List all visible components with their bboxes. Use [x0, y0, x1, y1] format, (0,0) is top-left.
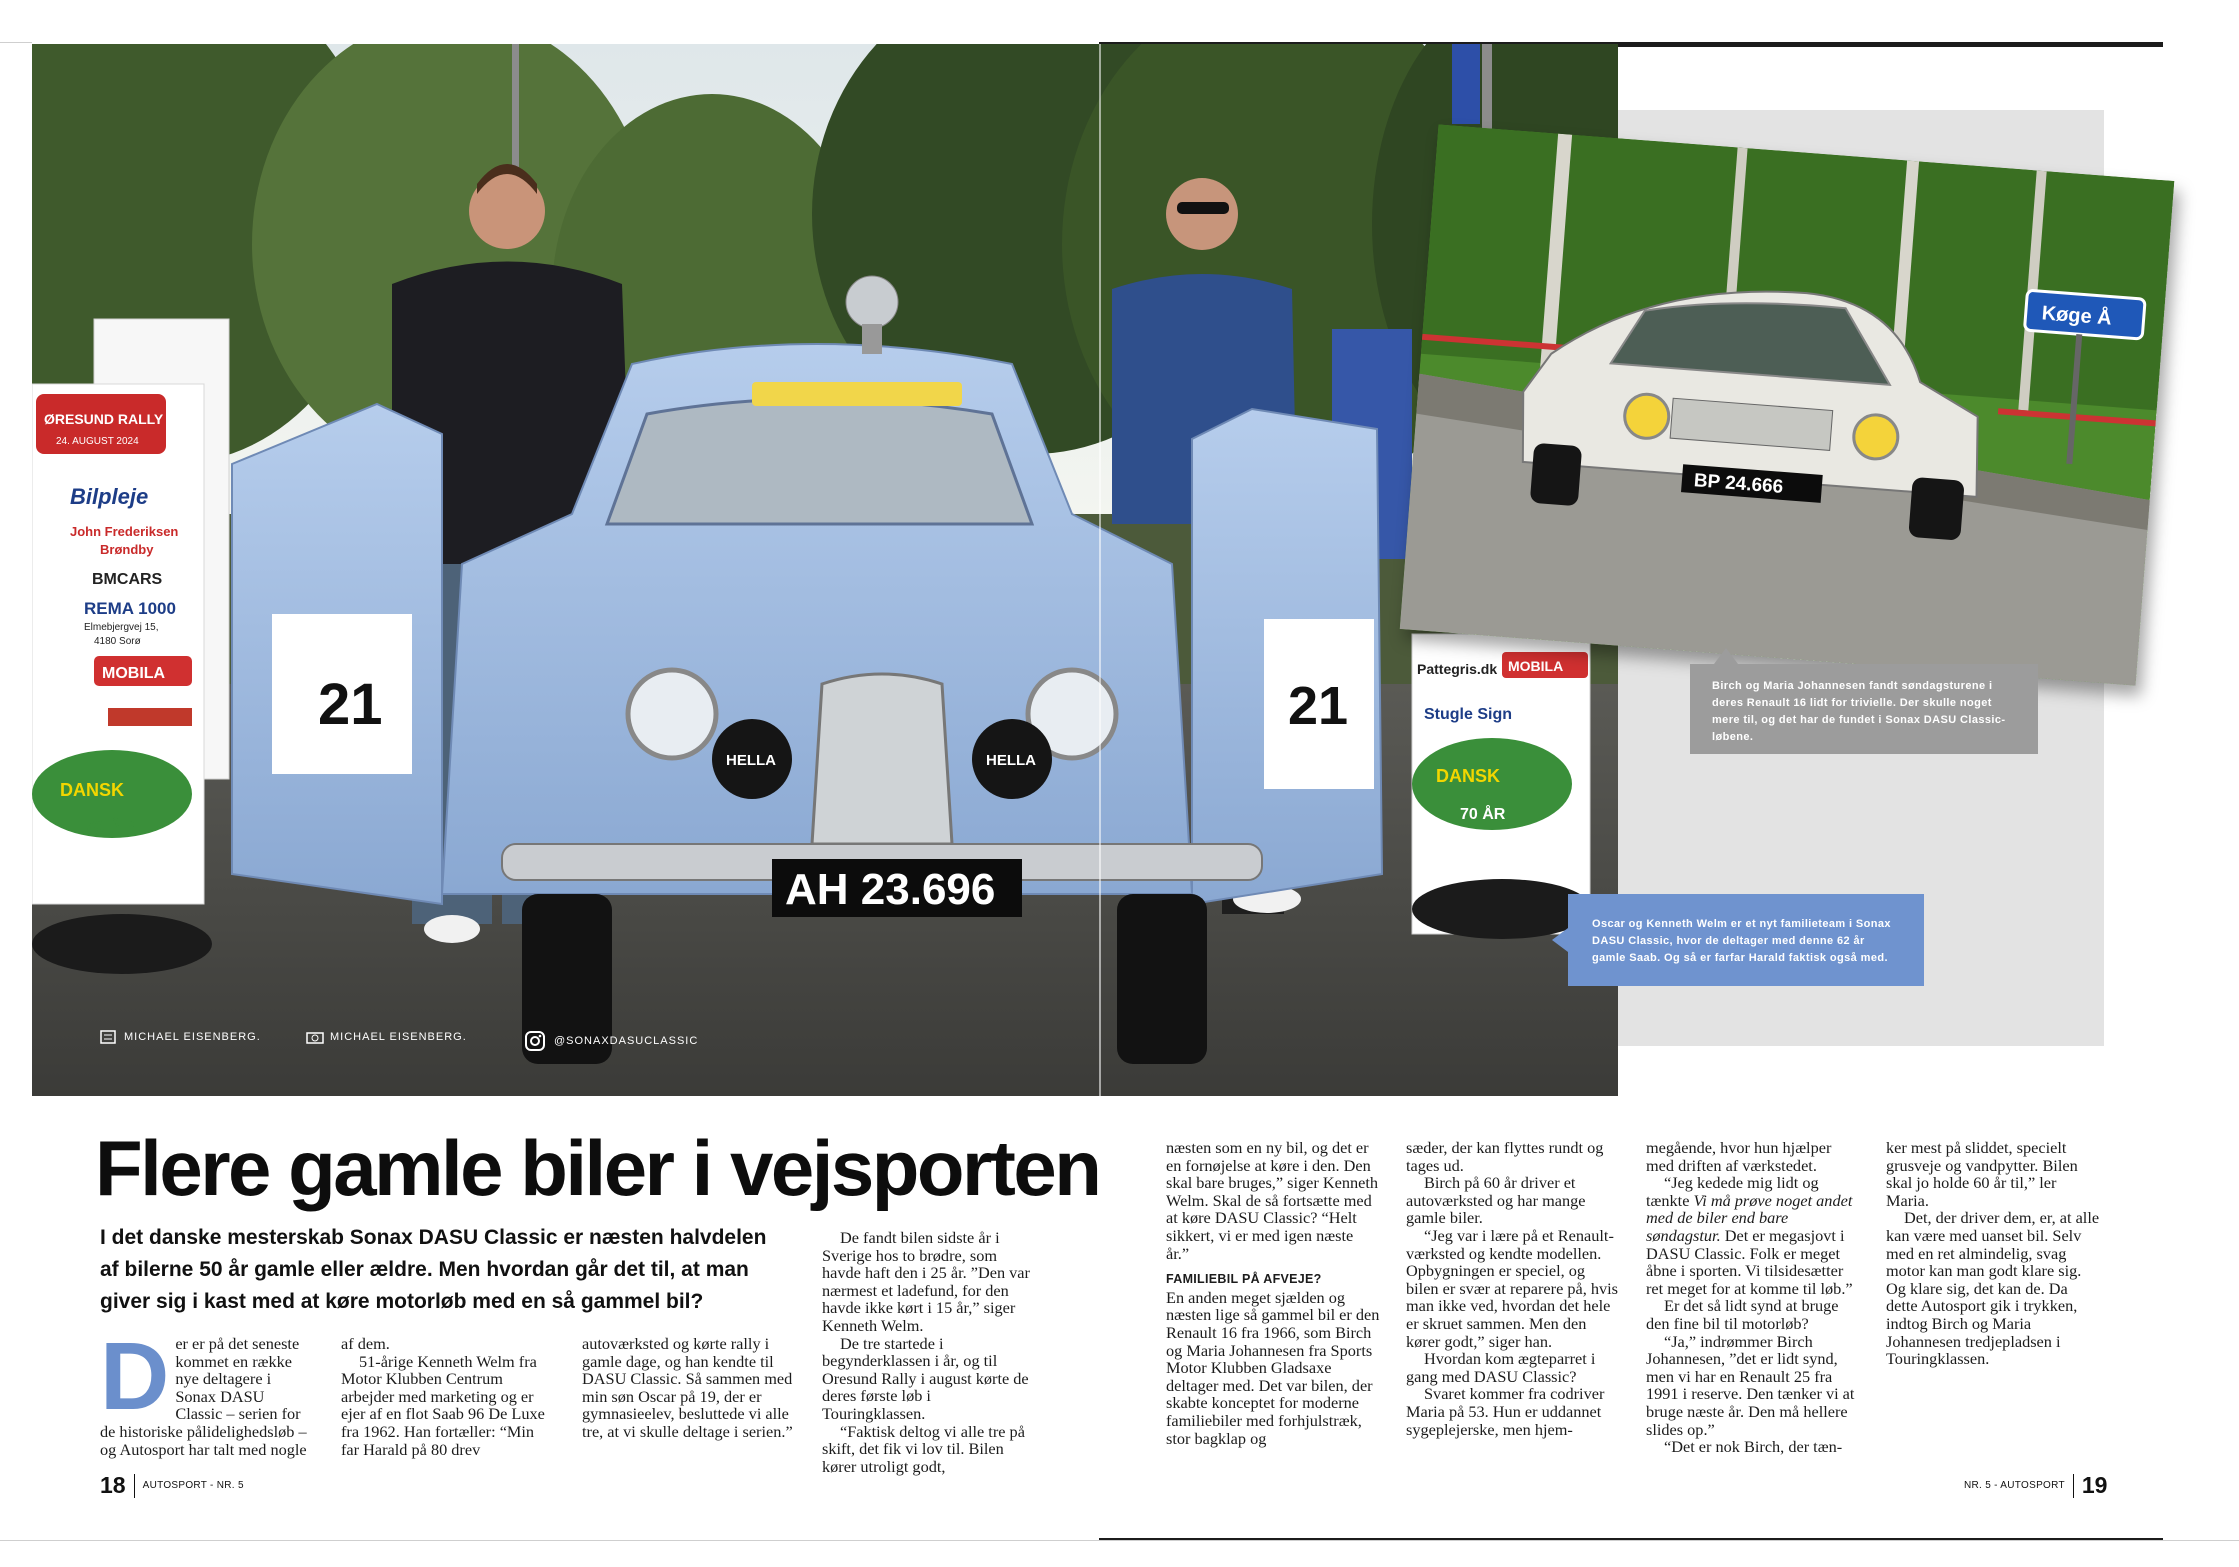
svg-text:MOBILA: MOBILA: [1508, 658, 1564, 674]
col6-paragraph-e: Svaret kommer fra codriver Maria på 53. Hun er uddannet sygeplejerske, men hjem-: [1406, 1384, 1605, 1439]
svg-text:Pattegris.dk: Pattegris.dk: [1417, 661, 1498, 677]
col7-paragraph-b: [1646, 1174, 1860, 1297]
spread-gutter: [1099, 44, 1101, 1096]
col5-subheading: FAMILIEBIL PÅ AFVEJE?: [1166, 1272, 1322, 1287]
folio-divider-right: [2073, 1474, 2074, 1498]
svg-text:BP 24.666: BP 24.666: [1693, 470, 1784, 498]
col7-paragraph-e: “Det er nok Birch, der tæn-: [1664, 1437, 1843, 1457]
svg-text:HELLA: HELLA: [726, 752, 776, 769]
article-lede: I det danske mesterskab Sonax DASU Classic er næsten halvdelen af bilerne 50 år gamle eller ældre. Men hvordan går det til, at man giver sig i kast med at køre motorløb med en så gammel bil?: [100, 1226, 767, 1313]
col4-paragraph-c: “Faktisk deltog vi alle tre på skift, det fik vi lov til. Bilen kører utroligt godt,: [822, 1421, 1025, 1476]
col2-paragraph-b: 51-årige Kenneth Welm fra Motor Klubben Centrum arbejder med marketing og er ejer af en flot Saab 96 De Luxe fra 1962. Han fortæller: “Min far Harald på 80 drev: [341, 1351, 545, 1459]
page-number-left: 18: [100, 1472, 126, 1498]
col7-paragraph-c: Er det så lidt synd at bruge den fine bil til motorløb?: [1646, 1296, 1839, 1333]
main-photo: [32, 44, 1618, 1096]
svg-text:Elmebjergvej 15,: Elmebjergvej 15,: [84, 622, 159, 633]
col4-paragraph-b: De tre startede i begynderklassen i år, og til Oresund Rally i august kørte de deres første løb i Touringklassen.: [822, 1333, 1029, 1423]
svg-text:Bilpleje: Bilpleje: [70, 484, 149, 509]
svg-text:21: 21: [1288, 676, 1349, 736]
page-number-right: 19: [2081, 1472, 2108, 1498]
col6-paragraph-b: Birch på 60 år driver et autoværksted og har mange gamle biler.: [1406, 1173, 1586, 1228]
svg-text:REMA 1000: REMA 1000: [84, 599, 176, 618]
col8-paragraph-a: ker mest på sliddet, specielt grusveje og vandpytter. Bilen skal jo holde 60 år til,” ler Maria.: [1886, 1138, 2078, 1210]
magazine-issue-left: AUTOSPORT - NR. 5: [142, 1480, 244, 1491]
folio-divider-left: [134, 1474, 135, 1498]
photo-credit-2-text: MICHAEL EISENBERG.: [330, 1031, 467, 1043]
svg-text:DANSK: DANSK: [1436, 766, 1501, 786]
svg-text:24. AUGUST 2024: 24. AUGUST 2024: [56, 436, 139, 447]
bottom-page-edge: [0, 1540, 2239, 1541]
main-plate-text: AH 23.696: [785, 865, 996, 914]
svg-text:Stugle Sign: Stugle Sign: [1424, 706, 1512, 723]
svg-text:Brøndby: Brøndby: [100, 542, 154, 557]
body-column-1: [100, 1323, 312, 1459]
col6-paragraph-d: Hvordan kom ægteparret i gang med DASU Classic?: [1406, 1349, 1596, 1386]
svg-text:DANSK: DANSK: [60, 780, 125, 800]
svg-text:4180 Sorø: 4180 Sorø: [94, 636, 141, 647]
svg-text:Køge Å: Køge Å: [2040, 302, 2113, 330]
svg-text:BMCARS: BMCARS: [92, 571, 163, 588]
main-photo-caption: Oscar og Kenneth Welm er et nyt familieteam i Sonax DASU Classic, hvor de deltager med denne 62 år gamle Saab. Og så er farfar Harald faktisk også med.: [1568, 894, 1924, 986]
col6-paragraph-c: “Jeg var i lære på et Renault-værksted og kendte modellen. Opbygningen er speciel, og bilen er svær at reparere på, hvis man ikke ved, hvordan det hele er skruet sammen. Men den kører godt,” siger han.: [1406, 1225, 1619, 1351]
inset-photo: [1400, 124, 2175, 685]
svg-text:HELLA: HELLA: [986, 752, 1036, 769]
body-column-8: [1886, 1139, 2100, 1368]
bottom-rule: [1099, 1538, 2163, 1540]
photo-credit-1-text: MICHAEL EISENBERG.: [124, 1031, 261, 1043]
svg-text:70 ÅR: 70 ÅR: [84, 818, 136, 838]
col2-paragraph-a: af dem.: [341, 1334, 390, 1353]
col5-paragraph-a: næsten som en ny bil, og det er en fornøjelse at køre i den. Den skal bare bruges,” siger Kenneth Welm. Skal de så fortsætte med at køre DASU Classic? “Helt sikkert, vi er med igen næste år.”: [1166, 1138, 1379, 1263]
camera-icon: [306, 1030, 322, 1044]
svg-text:21: 21: [318, 672, 383, 737]
col6-paragraph-a: sæder, der kan flyttes rundt og tages ud.: [1406, 1138, 1604, 1175]
photo-credit-2: [306, 1030, 467, 1044]
body-column-7: [1646, 1139, 1860, 1456]
dropcap: D: [100, 1323, 170, 1430]
col3-paragraph: autoværksted og kørte rally i gamle dage, og han kendte til DASU Classic. Så sammen med min søn Oscar på 19, der er gymnasieelev, besluttede vi alle tre, at vi skulle deltage i serien.”: [582, 1334, 793, 1441]
body-column-5: [1166, 1139, 1380, 1447]
col7-paragraph-a: megående, hvor hun hjælper med driften af værkstedet.: [1646, 1138, 1832, 1175]
instagram-credit: [524, 1030, 698, 1052]
inset-photo-caption: Birch og Maria Johannesen fandt søndagsturene i deres Renault 16 lidt for trivielle. Der skulle noget mere til, og det har de fundet i Sonax DASU Classic-løbene.: [1690, 664, 2038, 754]
col5-paragraph-b: En anden meget sjælden og næsten lige så gammel bil er den Renault 16 fra 1966, som Birch og Maria Johannesen fra Sports Motor Klubben Gladsaxe deltager med. Det var bilen, der skabte konceptet for moderne familiebiler med forhjulstræk, stor bagklap og: [1166, 1287, 1380, 1448]
left-page-edge: [0, 42, 32, 43]
body-column-6: [1406, 1139, 1620, 1438]
col8-paragraph-b: Det, der driver dem, er, at alle kan være med uanset bil. Selv med en ret almindelig, svag motor kan man godt klare sig. Og klare sig, det kan de. Da dette Autosport gik i trykken, indtog Birch og Maria Johannesen tredjepladsen i Touringklassen.: [1886, 1208, 2100, 1369]
col1-paragraph: er er på det seneste kommet en række nye deltagere i Sonax DASU Classic – serien for de historiske pålidelighedsløb – og Autosport har talt med nogle: [100, 1334, 307, 1459]
folio-left: [100, 1472, 244, 1499]
photo-credit-1: [100, 1030, 261, 1044]
magazine-issue-right: NR. 5 - AUTOSPORT: [1964, 1480, 2065, 1491]
col7-b-post: Det er megasjovt i DASU Classic. Folk er meget åbne i sporten. Vi tilsidesætter ret meget for at komme til løb.”: [1646, 1225, 1853, 1298]
svg-text:MOBILA: MOBILA: [102, 665, 166, 682]
body-column-3: [582, 1335, 796, 1441]
col7-paragraph-d: “Ja,” indrømmer Birch Johannesen, ”det er lidt synd, men vi har en Renault 25 fra 1991 i reserve. Den tænker vi at bruge næste år. Den må hellere slides op.”: [1646, 1331, 1855, 1439]
svg-text:ØRESUND RALLY: ØRESUND RALLY: [44, 411, 164, 427]
col7-b-italic: Vi må prøve noget andet med de biler end bare søndagstur.: [1646, 1190, 1853, 1245]
col7-b-pre: “Jeg kedede mig lidt og tænkte: [1646, 1173, 1819, 1210]
instagram-icon: [524, 1030, 546, 1052]
body-column-4: [822, 1229, 1036, 1475]
body-column-2: [341, 1335, 551, 1458]
folio-right: [1964, 1472, 2107, 1499]
instagram-credit-text: @SONAXDASUCLASSIC: [554, 1035, 699, 1047]
col4-paragraph-a: De fandt bilen sidste år i Sverige hos to brødre, som havde haft den i 25 år. ”Den var nærmest et ladefund, for den havde ikke kørt i 15 år,” siger Kenneth Welm.: [822, 1228, 1030, 1335]
svg-text:70 ÅR: 70 ÅR: [1460, 806, 1506, 823]
svg-text:John Frederiksen: John Frederiksen: [70, 524, 179, 539]
article-headline: Flere gamle biler i vejsporten: [95, 1124, 1100, 1212]
photographer-icon: [100, 1030, 116, 1044]
